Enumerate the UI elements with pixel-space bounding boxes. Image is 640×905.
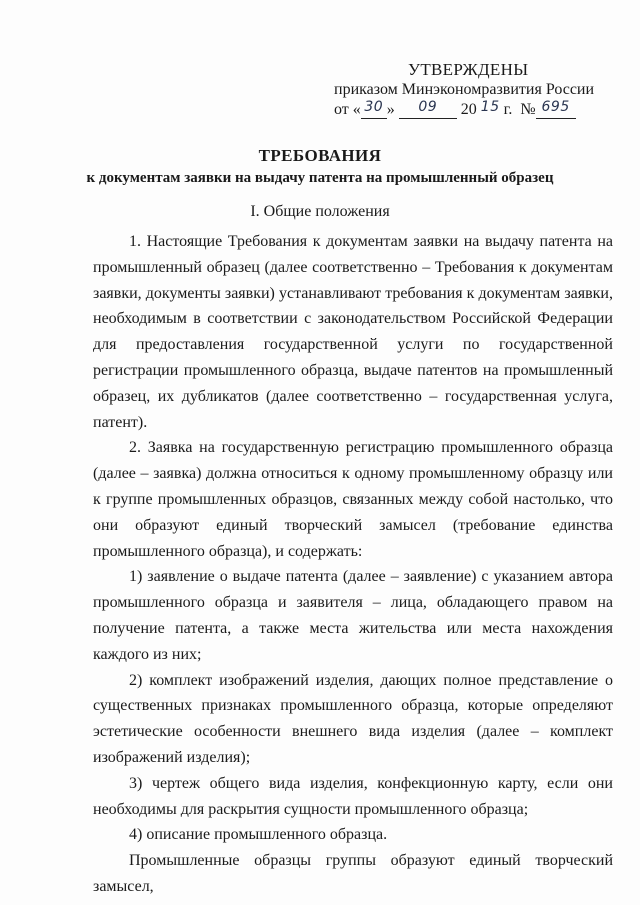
document-body (93, 229, 613, 900)
order-date-line (334, 100, 604, 120)
paragraph-group-note: Промышленные образцы группы образуют единый творческий замысел, (93, 852, 613, 895)
order-number-sign: № (520, 101, 536, 118)
order-number-handwritten: 695 (541, 99, 570, 115)
date-month-handwritten: 09 (418, 99, 438, 115)
paragraph-2-item-4: 4) описание промышленного образца. (129, 826, 388, 844)
date-quote-close: » (386, 101, 395, 118)
document-title: ТРЕБОВАНИЯ (258, 146, 382, 165)
approval-stamp-block (334, 60, 604, 120)
document-subtitle: к документам заявки на выдачу патента на промышленный образец (86, 170, 554, 186)
order-line: приказом Минэкономразвития России (334, 81, 595, 98)
date-day-field (361, 99, 387, 119)
date-month-field (399, 99, 457, 119)
approved-heading: УТВЕРЖДЕНЫ (408, 60, 529, 79)
date-from-prefix: от « (334, 101, 361, 118)
paragraph-2-item-1: 1) заявление о выдаче патента (далее – заявление) с указанием автора промышленного образца и заявителя – лица, обладающего правом на получение патента, а также места жительства или места нахождения каждого из них; (93, 568, 613, 663)
date-day-handwritten: 30 (364, 99, 384, 115)
date-year-unit: г. (503, 101, 513, 118)
date-year-handwritten: 15 (480, 99, 500, 115)
paragraph-2-item-3: 3) чертеж общего вида изделия, конфекционную карту, если они необходимы для раскрытия сущности промышленного образца; (93, 774, 613, 818)
date-year-prefix: 20 (460, 101, 477, 118)
section-heading: I. Общие положения (250, 203, 390, 220)
paragraph-1: 1. Настоящие Требования к документам заявки на выдачу патента на промышленный образец (далее соответственно – Требования к документам заявки, документы заявки) устанавливают требования к документам заявки, необходимым в соответствии с законодательством Российской Федерации для предоставления государственной услуги по государственной регистрации промышленного образца, выдаче патентов на промышленный образец, их дубликатов (далее соответственно – государственная услуга, патент). (93, 233, 613, 431)
paragraph-2: 2. Заявка на государственную регистрацию промышленного образца (далее – заявка) должна относиться к одному промышленному образцу или к группе промышленных образцов, связанных между собой настолько, что они образуют единый творческий замысел (требование единства промышленного образца), и содержать: (93, 439, 613, 560)
order-number-field (536, 99, 576, 119)
paragraph-2-item-2: 2) комплект изображений изделия, дающих полное представление о существенных признаках промышленного образца, которые определяют эстетические особенности внешнего вида изделия (далее – комплект изображений изделия); (93, 671, 613, 766)
